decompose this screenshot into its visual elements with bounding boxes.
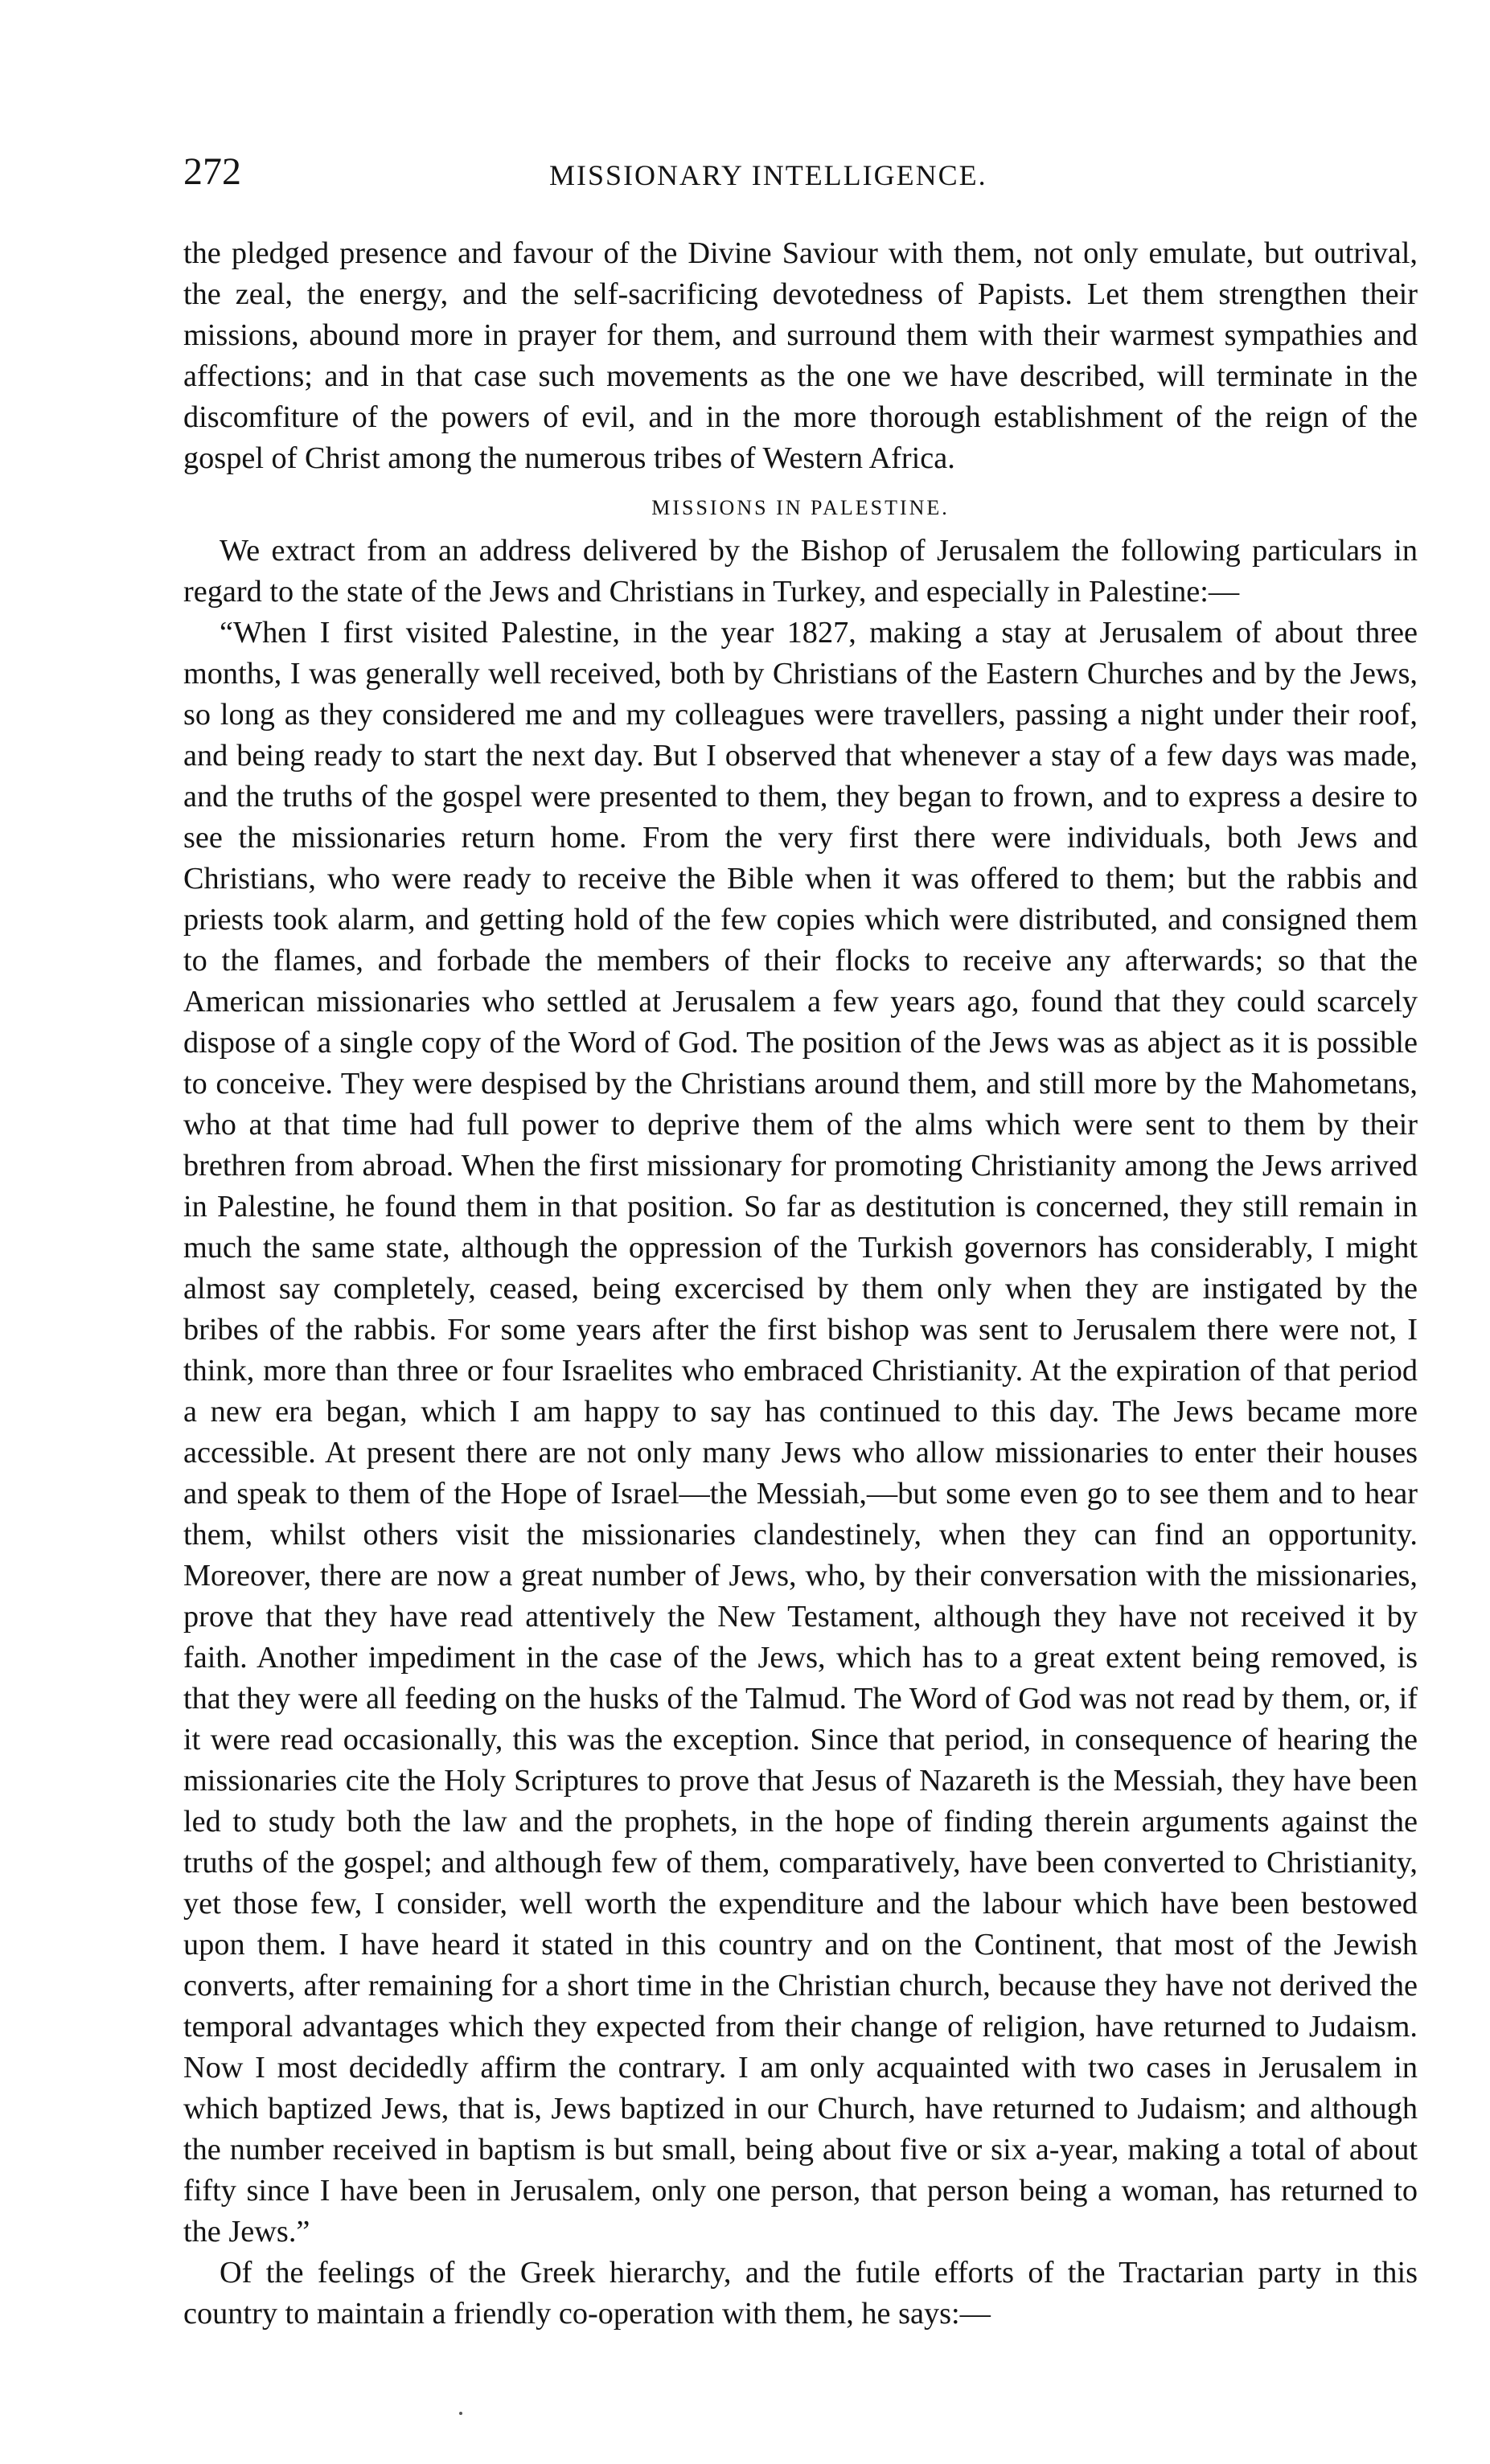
stray-ink-dot — [459, 2412, 462, 2415]
paragraph-bishop-quote: “When I first visited Palestine, in the year 1827, making a stay at Jerusalem of about three months, I was generally well received, both by Christians of the Eastern Churches and by the Jews, so long as they considered me and my colleagues were travellers, passing a night under their roof, and being ready to start the next day. But I observed that whenever a stay of a few days was made, and the truths of the gospel were presented to them, they began to frown, and to express a desire to see the missionaries return home. From the very first there were individuals, both Jews and Christians, who were ready to receive the Bible when it was offered to them; but the rabbis and priests took alarm, and getting hold of the few copies which were distributed, and consigned them to the flames, and forbade the members of their flocks to receive any afterwards; so that the American missionaries who settled at Jerusalem a few years ago, found that they could scarcely dispose of a single copy of the Word of God. The position of the Jews was as abject as it is possible to conceive. They were despised by the Christians around them, and still more by the Mahometans, who at that time had full power to deprive them of the alms which were sent to them by their brethren from abroad. When the first missionary for promoting Christianity among the Jews arrived in Palestine, he found them in that position. So far as destitution is concerned, they still remain in much the same state, although the oppression of the Turkish governors has considerably, I might almost say completely, ceased, being excercised by them only when they are instigated by the bribes of the rabbis. For some years after the first bishop was sent to Jerusalem there were not, I think, more than three or four Israelites who embraced Christianity. At the expiration of that period a new era began, which I am happy to say has continued to this day. The Jews became more accessible. At present there are not only many Jews who allow missionaries to enter their houses and speak to them of the Hope of Israel—the Messiah,—but some even go to see them and to hear them, whilst others visit the missionaries clandestinely, when they can find an opportunity. Moreover, there are now a great number of Jews, who, by their conversation with the missionaries, prove that they have read attentively the New Testament, although they have not received it by faith. Another impediment in the case of the Jews, which has to a great extent being removed, is that they were all feeding on the husks of the Talmud. The Word of God was not read by them, or, if it were read occasionally, this was the exception. Since that period, in consequence of hearing the missionaries cite the Holy Scriptures to prove that Jesus of Nazareth is the Messiah, they have been led to study both the law and the prophets, in the hope of finding therein arguments against the truths of the gospel; and although few of them, comparatively, have been converted to Christianity, yet those few, I consider, well worth the expenditure and the labour which have been bestowed upon them. I have heard it stated in this country and on the Continent, that most of the Jewish converts, after remaining for a short time in the Christian church, because they have not derived the temporal advantages which they expected from their change of religion, have returned to Judaism. Now I most decidedly affirm the contrary. I am only acquainted with two cases in Jerusalem in which baptized Jews, that is, Jews baptized in our Church, have returned to Judaism; and although the number received in baptism is but small, being about five or six a-year, making a total of about fifty since I have been in Jerusalem, only one person, that person being a woman, has returned to the Jews.” — [183, 616, 1418, 2249]
paragraph-western-africa: the pledged presence and favour of the Divine Saviour with them, not only emulate, but outrival, the zeal, the energy, and the self-sacrificing devotedness of Papists. Let them strengthen their missions, abound more in prayer for them, and surround them with their warmest sympathies and affections; and in that case such movements as the one we have described, will terminate in the discomfiture of the powers of evil, and in the more thorough establishment of the reign of the gospel of Christ among the numerous tribes of Western Africa. — [183, 236, 1418, 475]
paragraph-greek-hierarchy: Of the feelings of the Greek hierarchy, and the futile efforts of the Tractarian party in this country to maintain a friendly co-operation with them, he says:— — [183, 2256, 1418, 2331]
running-title: MISSIONARY INTELLIGENCE. — [549, 159, 987, 191]
page-header — [183, 150, 1418, 209]
book-page — [183, 150, 1418, 2335]
section-heading: MISSIONS IN PALESTINE. — [651, 496, 950, 519]
paragraph-intro: We extract from an address delivered by the Bishop of Jerusalem the following particulars in regard to the state of the Jews and Christians in Turkey, and especially in Palestine:— — [183, 534, 1418, 609]
page-number: 272 — [183, 150, 241, 193]
